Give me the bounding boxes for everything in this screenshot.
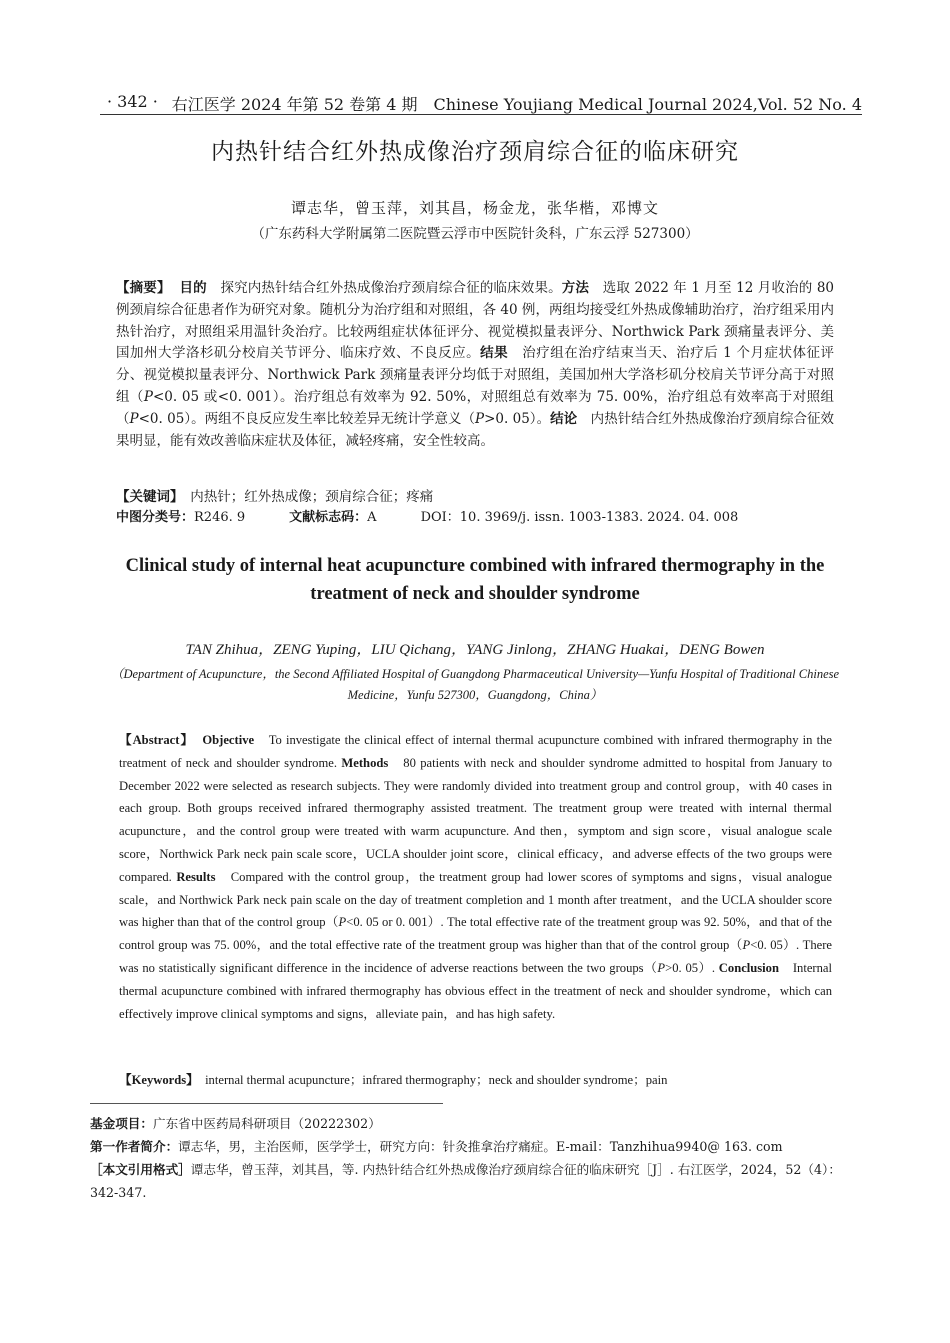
fund-label: 基金项目： (90, 1116, 153, 1131)
results-text: <0. 05）。两组不良反应发生率比较差异无统计学意义（ (138, 410, 476, 427)
english-authors: TAN Zhihua，ZENG Yuping，LIU Qichang，YANG Jinlong，ZHANG Huakai，DENG Bowen (185, 642, 765, 658)
doi: DOI：10. 3969/j. issn. 1003-1383. 2024. 04. 008 (420, 510, 739, 525)
methods-label: 方法 (561, 280, 590, 296)
chinese-abstract (116, 278, 834, 452)
p-symbol: P (657, 960, 666, 975)
conclusion-text: 内热针结合红外热成像治疗颈肩综合征效果明显，能有效改善临床症状及体征，减轻疼痛，安全性较高。 (116, 410, 835, 449)
results-text: <0. 05）. There was no statistically significant difference in the incidence of adverse reactions between the two groups（ (119, 938, 832, 975)
first-author-note (90, 1135, 850, 1158)
english-keywords (119, 1070, 832, 1090)
abstract-label: 【Abstract】 (119, 733, 195, 747)
citation-label: ［本文引用格式］ (90, 1162, 191, 1177)
footnotes (90, 1112, 850, 1204)
keywords-text: internal thermal acupuncture；infrared thermography；neck and shoulder syndrome；pain (192, 1073, 668, 1087)
objective-text: To investigate the clinical effect of internal thermal acupuncture combined with infrared thermography in the treatment of neck and shoulder syndrome. (119, 733, 832, 770)
first-author-label: 第一作者简介： (90, 1139, 179, 1154)
citation-note (90, 1158, 850, 1204)
results-text: <0. 05 或<0. 001）。治疗组总有效率为 92. 50%，对照组总有效率为 75. 00%，治疗组总有效率高于对照组（ (116, 388, 834, 427)
methods-label: Methods (341, 755, 389, 770)
methods-text: 80 patients with neck and shoulder syndrome admitted to hospital from January to December 2022 were selected as research subjects. They were randomly divided into treatment group and control group，with 40 cases in each group. Both groups received infrared thermography assisted treatment. The treatment group were treated with internal thermal acupuncture，and the control group were treated with warm acupuncture. And then，symptom and sign score，visual analogue scale score，Northwick Park neck pain scale score，UCLA shoulder joint score，clinical efficacy，and adverse effects of the two groups were compared. (119, 755, 832, 884)
footnote-rule (90, 1103, 443, 1104)
p-symbol: P (143, 388, 153, 405)
doc-code-label: 文献标志码： (289, 510, 368, 525)
conclusion-label: 结论 (550, 410, 578, 427)
abstract-label: 【摘要】 (116, 280, 171, 296)
journal-citation-line: 右江医学 2024 年第 52 卷第 4 期 Chinese Youjiang Medical Journal 2024,Vol. 52 No. 4 (171, 95, 862, 114)
results-text: 治疗组在治疗结束当天、治疗后 1 个月症状体征评分、视觉模拟量表评分、Northwick Park 颈痛量表评分均低于对照组，美国加州大学洛杉矶分校肩关节评分高于对照组（ (116, 345, 835, 405)
keywords-label: 【关键词】 (116, 489, 177, 505)
chinese-authors: 谭志华，曾玉萍，刘其昌，杨金龙，张华楷，邓博文 (290, 199, 659, 217)
p-symbol: P (742, 938, 751, 953)
fund-note (90, 1112, 850, 1135)
results-text: >0. 05）. (665, 960, 716, 975)
objective-label: Objective (202, 733, 255, 747)
p-symbol: P (475, 410, 485, 427)
english-abstract (119, 729, 832, 1025)
page-number: · 342 · (107, 92, 158, 111)
p-symbol: P (338, 915, 347, 930)
clc-label: 中图分类号： (116, 510, 195, 525)
methods-text: 选取 2022 年 1 月至 12 月收治的 80 例颈肩综合征患者作为研究对象。随机分为治疗组和对照组，各 40 例，两组均接受红外热成像辅助治疗，治疗组采用内热针治疗，对照组采用温针灸治疗。比较两组症状体征评分、视觉模拟量表评分、Northwick Park 颈痛量表评分、美国加州大学洛杉矶分校肩关节评分、临床疗效、不良反应。 (116, 280, 835, 362)
english-title: Clinical study of internal heat acupuncture combined with infrared thermography in the treatment of neck and shoulder syndrome (125, 556, 825, 604)
english-affiliation: （Department of Acupuncture，the Second Affiliated Hospital of Guangdong Pharmaceutical University—Yunfu Hospital of Traditional Chinese Medicine，Yunfu 527300，Guangdong，China） (110, 667, 840, 702)
citation-text: 谭志华，曾玉萍，刘其昌，等. 内热针结合红外热成像治疗颈肩综合征的临床研究［J］. 右江医学，2024，52（4）：342-347. (90, 1162, 841, 1200)
chinese-keywords (116, 486, 834, 508)
results-label: Results (176, 869, 216, 884)
conclusion-label: Conclusion (718, 960, 779, 975)
classification-line (116, 508, 834, 528)
running-header (0, 90, 950, 116)
header-rule (100, 114, 862, 115)
chinese-affiliation: （广东药科大学附属第二医院暨云浮市中医院针灸科，广东云浮 527300） (251, 226, 699, 242)
doc-code-value: A (367, 510, 377, 525)
results-text: Compared with the control group，the treatment group had lower scores of symptoms and signs，visual analogue scale，and Northwick Park neck pain scale on the day of treatment completion and 1 month after treatment，and the UCLA shoulder score was higher than that of the control group（ (119, 869, 833, 930)
conclusion-text: Internal thermal acupuncture combined with infrared thermography has obvious effect in the treatment of neck and shoulder syndrome，which can effectively improve clinical symptoms and signs，alleviate pain，and has high safety. (119, 960, 832, 1021)
keywords-text: 内热针；红外热成像；颈肩综合征；疼痛 (176, 489, 434, 505)
results-text: >0. 05）。 (484, 410, 551, 427)
objective-text: 探究内热针结合红外热成像治疗颈肩综合征的临床效果。 (206, 280, 562, 296)
results-text: <0. 05 or 0. 001）. The total effective rate of the treatment group was 92. 50%，and that of the control group was 75. 00%，and the total effective rate of the treatment group was higher than that of the control group（ (119, 915, 833, 953)
objective-label: 目的 (179, 280, 207, 296)
p-symbol: P (129, 410, 139, 427)
first-author-text: 谭志华，男，主治医师，医学学士，研究方向：针灸推拿治疗痛症。E-mail：Tanzhihua9940@ 163. com (178, 1139, 783, 1154)
keywords-label: 【Keywords】 (119, 1073, 193, 1087)
clc-value: R246. 9 (194, 510, 246, 525)
fund-text: 广东省中医药局科研项目（20222302） (152, 1116, 381, 1131)
results-label: 结果 (480, 345, 509, 362)
chinese-title: 内热针结合红外热成像治疗颈肩综合征的临床研究 (211, 139, 739, 165)
